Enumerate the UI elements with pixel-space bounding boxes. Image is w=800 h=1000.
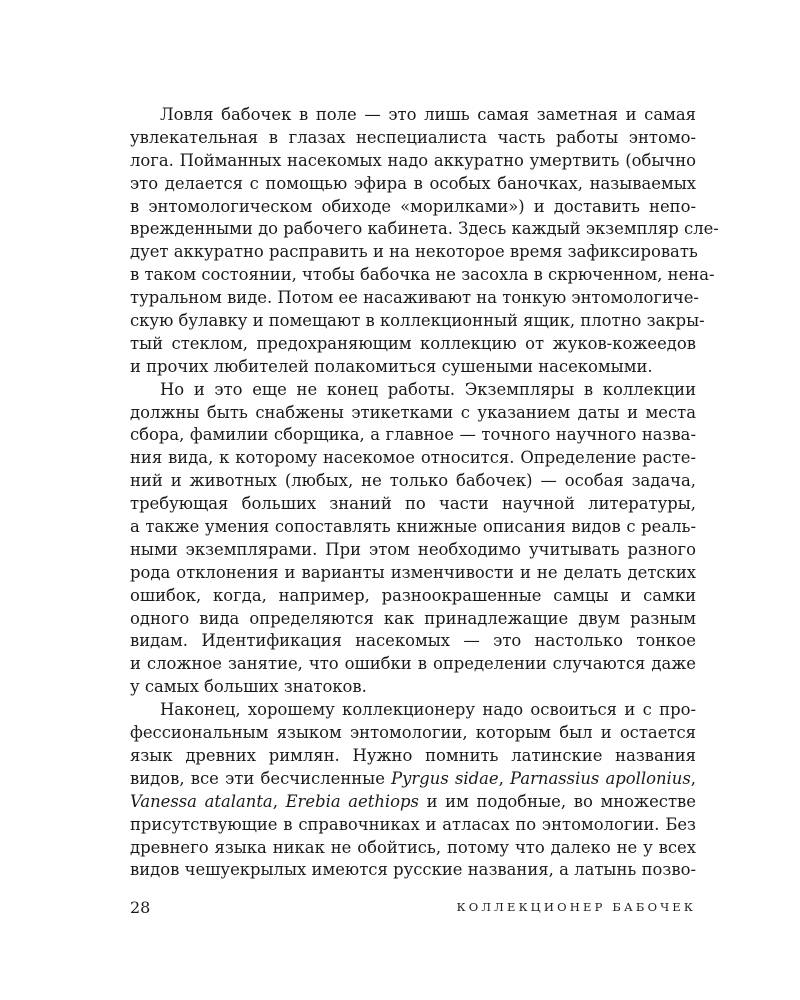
text-line: это делается с помощью эфира в особых баночках, называемых [130, 173, 696, 193]
text-line: древнего языка никак не обойтись, потому что далеко не у всех [130, 837, 696, 857]
page-body [130, 104, 719, 882]
text-segment: , [690, 768, 696, 788]
text-line: увлекательная в глазах неспециалиста часть работы энтомо- [130, 127, 696, 147]
text-line: видов чешуекрылых имеются русские названия, а латынь позво- [130, 860, 696, 880]
text-line: лога. Пойманных насекомых надо аккуратно умертвить (обычно [130, 150, 696, 170]
text-line: врежденными до рабочего кабинета. Здесь каждый экземпляр сле- [130, 219, 719, 239]
page-number: 28 [130, 898, 151, 917]
text-line: Наконец, хорошему коллекционеру надо освоиться и с про- [160, 700, 696, 720]
text-line: видам. Идентификация насекомых — это настолько тонкое [130, 631, 696, 651]
text-line [130, 791, 696, 814]
text-line: требующая больших знаний по части научной литературы, [130, 494, 696, 514]
text-line: и прочих любителей полакомиться сушеными насекомыми. [130, 356, 653, 376]
text-line: Но и это еще не конец работы. Экземпляры в коллекции [160, 379, 696, 399]
text-line: присутствующие в справочниках и атласах по энтомологии. Без [130, 814, 696, 834]
text-line: дует аккуратно расправить и на некоторое время зафиксировать [130, 242, 698, 262]
text-line: у самых больших знатоков. [130, 677, 367, 697]
latin-species-name: Erebia aethiops [285, 791, 419, 811]
text-line: скую булавку и помещают в коллекционный ящик, плотно закры- [130, 311, 705, 331]
text-segment: , [272, 791, 286, 811]
text-line: тый стеклом, предохраняющим коллекцию от жуков-кожеедов [130, 333, 696, 353]
text-line: сбора, фамилии сборщика, а главное — точного научного назва- [130, 425, 696, 445]
page-footer [130, 898, 696, 922]
text-line: ний и животных (любых, не только бабочек) — особая задача, [130, 471, 696, 491]
text-segment: и им подобные, во множестве [418, 791, 696, 811]
text-line: фессиональным языком энтомологии, которым был и остается [130, 723, 696, 743]
paragraph [130, 104, 719, 379]
text-line: ния вида, к которому насекомое относится. Определение расте- [130, 448, 696, 468]
latin-species-name: Parnassius apollonius [510, 768, 691, 788]
text-line: одного вида определяются как принадлежащие двум разным [130, 608, 696, 628]
text-line: язык древних римлян. Нужно помнить латинские названия [130, 745, 696, 765]
latin-species-name: Vanessa atalanta [130, 791, 273, 811]
paragraph [130, 699, 696, 882]
running-title: КОЛЛЕКЦИОНЕР БАБОЧЕК [456, 900, 696, 914]
text-line: турaльном виде. Потом ее насаживают на тонкую энтомологиче- [130, 288, 699, 308]
text-line: в таком состоянии, чтобы бабочка не засохла в скрюченном, нена- [130, 265, 715, 285]
text-line: Ловля бабочек в поле — это лишь самая заметная и самая [160, 105, 696, 124]
text-line: в энтомологическом обиходе «морилками») и доставить непо- [130, 196, 696, 216]
latin-species-name: Pyrgus sidae [391, 768, 499, 788]
text-line: рода отклонения и варианты изменчивости и не делать детских [130, 562, 696, 582]
text-segment: видов, все эти бесчисленные [130, 768, 392, 788]
paragraph [130, 379, 696, 699]
text-segment: , [498, 768, 511, 788]
text-line: ными экземплярами. При этом необходимо учитывать разного [130, 539, 696, 559]
text-line: и сложное занятие, что ошибки в определении случаются даже [130, 654, 696, 674]
text-line: должны быть снабжены этикетками с указанием даты и места [130, 402, 696, 422]
text-line: а также умения сопоставлять книжные описания видов с реаль- [130, 517, 696, 537]
text-line [130, 768, 696, 791]
text-line: ошибок, когда, например, разноокрашенные самцы и самки [130, 585, 696, 605]
